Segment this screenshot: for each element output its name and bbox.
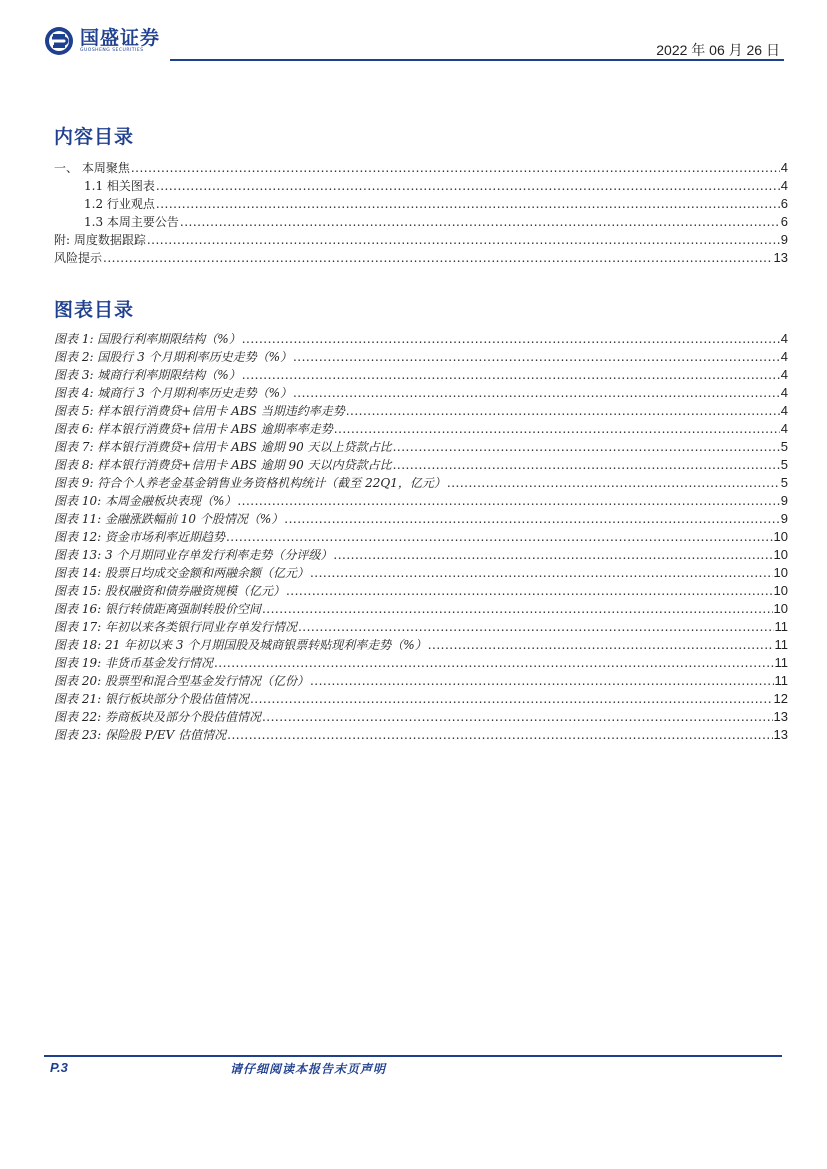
entry-page-number: 5 <box>780 475 788 490</box>
entry-page-number: 11 <box>774 619 788 634</box>
logo-english-name: GUOSHENG SECURITIES <box>80 48 144 53</box>
dot-leader <box>428 636 774 654</box>
dot-leader <box>310 672 774 690</box>
dot-leader <box>262 708 773 726</box>
dot-leader <box>250 690 773 708</box>
entry-label: 图表 8: 样本银行消费贷+信用卡 ABS 逾期 90 天以内贷款占比 <box>54 458 392 472</box>
entry-label: 风险提示 <box>54 251 103 265</box>
entry-label: 图表 23: 保险股 P/EV 估值情况 <box>54 728 227 742</box>
entry-label: 图表 14: 股票日均成交金额和两融余额（亿元） <box>54 566 309 580</box>
entry-page-number: 4 <box>780 160 788 175</box>
entry-page-number: 9 <box>780 493 788 508</box>
entry-label: 图表 10: 本周金融板块表现（%） <box>54 494 237 508</box>
figure-entry[interactable] <box>54 636 788 654</box>
disclaimer-note: 请仔细阅读本报告末页声明 <box>230 1062 387 1076</box>
figure-entry[interactable] <box>54 582 788 600</box>
dot-leader <box>103 249 773 267</box>
entry-page-number: 10 <box>773 547 788 562</box>
entry-label: 图表 22: 券商板块及部分个股估值情况 <box>54 710 261 724</box>
entry-label: 图表 13: 3 个月期同业存单发行利率走势（分评级） <box>54 548 333 562</box>
figures-title: 图表目录 <box>54 299 135 321</box>
dot-leader <box>284 510 780 528</box>
entry-label: 图表 11: 金融涨跌幅前 10 个股情况（%） <box>54 512 284 526</box>
entry-page-number: 13 <box>773 709 788 724</box>
dot-leader <box>226 528 773 546</box>
entry-label: 图表 7: 样本银行消费贷+信用卡 ABS 逾期 90 天以上贷款占比 <box>54 440 392 454</box>
entry-label: 附: 周度数据跟踪 <box>54 233 146 247</box>
page-number: P.3 <box>50 1060 68 1075</box>
entry-page-number: 5 <box>780 457 788 472</box>
figure-entry[interactable] <box>54 672 788 690</box>
contents-entry[interactable] <box>54 213 788 231</box>
entry-label: 图表 6: 样本银行消费贷+信用卡 ABS 逾期率率走势 <box>54 422 333 436</box>
contents-entry[interactable] <box>54 159 788 177</box>
figure-entry[interactable] <box>54 708 788 726</box>
contents-entry[interactable] <box>54 249 788 267</box>
guosheng-logo-icon <box>44 26 74 56</box>
dot-leader <box>242 366 780 384</box>
dot-leader <box>393 456 780 474</box>
dot-leader <box>242 330 780 348</box>
contents-entry[interactable] <box>54 177 788 195</box>
entry-label: 图表 5: 样本银行消费贷+信用卡 ABS 当期违约率走势 <box>54 404 345 418</box>
dot-leader <box>447 474 780 492</box>
dot-leader <box>393 438 780 456</box>
entry-page-number: 10 <box>773 565 788 580</box>
entry-page-number: 13 <box>773 727 788 742</box>
entry-label: 图表 4: 城商行 3 个月期利率历史走势（%） <box>54 386 292 400</box>
entry-page-number: 12 <box>773 691 788 706</box>
contents-title: 内容目录 <box>54 126 135 148</box>
entry-page-number: 13 <box>773 250 788 265</box>
entry-page-number: 6 <box>780 214 788 229</box>
entry-page-number: 4 <box>780 349 788 364</box>
company-logo <box>44 26 160 56</box>
entry-label: 图表 18: 21 年初以来 3 个月期国股及城商银票转贴现利率走势（%） <box>54 638 427 652</box>
entry-label: 1.1 相关图表 <box>84 179 155 193</box>
figure-entry[interactable] <box>54 690 788 708</box>
figure-entry[interactable] <box>54 366 788 384</box>
entry-label: 图表 3: 城商行利率期限结构（%） <box>54 368 241 382</box>
dot-leader <box>214 654 774 672</box>
footer-divider <box>44 1055 782 1057</box>
entry-page-number: 11 <box>774 637 788 652</box>
dot-leader <box>147 231 780 249</box>
dot-leader <box>333 546 772 564</box>
entry-label: 一、 本周聚焦 <box>54 161 130 175</box>
figure-entry[interactable] <box>54 456 788 474</box>
dot-leader <box>237 492 779 510</box>
dot-leader <box>131 159 780 177</box>
figure-entry[interactable] <box>54 654 788 672</box>
entry-label: 图表 1: 国股行利率期限结构（%） <box>54 332 241 346</box>
entry-page-number: 9 <box>780 511 788 526</box>
dot-leader <box>293 348 780 366</box>
figure-entry[interactable] <box>54 330 788 348</box>
entry-label: 图表 20: 股票型和混合型基金发行情况（亿份） <box>54 674 309 688</box>
entry-label: 图表 16: 银行转债距离强制转股价空间 <box>54 602 261 616</box>
entry-page-number: 4 <box>780 403 788 418</box>
dot-leader <box>310 564 773 582</box>
entry-label: 1.3 本周主要公告 <box>84 215 179 229</box>
entry-label: 图表 21: 银行板块部分个股估值情况 <box>54 692 249 706</box>
figure-entry[interactable] <box>54 510 788 528</box>
figure-entry[interactable] <box>54 348 788 366</box>
dot-leader <box>156 177 780 195</box>
page-header <box>44 20 784 64</box>
contents-entry[interactable] <box>54 195 788 213</box>
entry-page-number: 6 <box>780 196 788 211</box>
report-date: 2022 年 06 月 26 日 <box>656 42 780 58</box>
entry-page-number: 4 <box>780 385 788 400</box>
figure-entry[interactable] <box>54 618 788 636</box>
figure-entry[interactable] <box>54 564 788 582</box>
entry-label: 图表 12: 资金市场利率近期趋势 <box>54 530 225 544</box>
dot-leader <box>156 195 780 213</box>
entry-label: 图表 15: 股权融资和债券融资规模（亿元） <box>54 584 285 598</box>
entry-label: 图表 17: 年初以来各类银行同业存单发行情况 <box>54 620 297 634</box>
logo-chinese-name: 国盛证券 <box>80 27 161 49</box>
figure-entry[interactable] <box>54 402 788 420</box>
figure-entry[interactable] <box>54 474 788 492</box>
dot-leader <box>180 213 780 231</box>
figure-entry[interactable] <box>54 546 788 564</box>
figure-entry[interactable] <box>54 528 788 546</box>
entry-page-number: 4 <box>780 331 788 346</box>
dot-leader <box>262 600 773 618</box>
entry-label: 图表 2: 国股行 3 个月期利率历史走势（%） <box>54 350 292 364</box>
dot-leader <box>346 402 780 420</box>
entry-label: 图表 9: 符合个人养老金基金销售业务资格机构统计（截至 22Q1，亿元） <box>54 476 446 490</box>
figure-entry[interactable] <box>54 492 788 510</box>
figure-entry[interactable] <box>54 384 788 402</box>
entry-page-number: 10 <box>773 583 788 598</box>
figure-entry[interactable] <box>54 600 788 618</box>
dot-leader <box>227 726 772 744</box>
entry-page-number: 10 <box>773 529 788 544</box>
entry-label: 图表 19: 非货币基金发行情况 <box>54 656 213 670</box>
entry-page-number: 4 <box>780 178 788 193</box>
figures-list <box>54 330 788 744</box>
entry-page-number: 5 <box>780 439 788 454</box>
contents-entry[interactable] <box>54 231 788 249</box>
header-divider <box>170 59 784 61</box>
entry-page-number: 11 <box>774 655 788 670</box>
entry-page-number: 11 <box>774 673 788 688</box>
dot-leader <box>293 384 780 402</box>
figure-entry[interactable] <box>54 438 788 456</box>
entry-page-number: 10 <box>773 601 788 616</box>
entry-page-number: 4 <box>780 367 788 382</box>
entry-page-number: 4 <box>780 421 788 436</box>
dot-leader <box>334 420 780 438</box>
dot-leader <box>298 618 774 636</box>
figure-entry[interactable] <box>54 726 788 744</box>
entry-page-number: 9 <box>780 232 788 247</box>
contents-list <box>54 159 788 267</box>
entry-label: 1.2 行业观点 <box>84 197 155 211</box>
figure-entry[interactable] <box>54 420 788 438</box>
dot-leader <box>286 582 773 600</box>
